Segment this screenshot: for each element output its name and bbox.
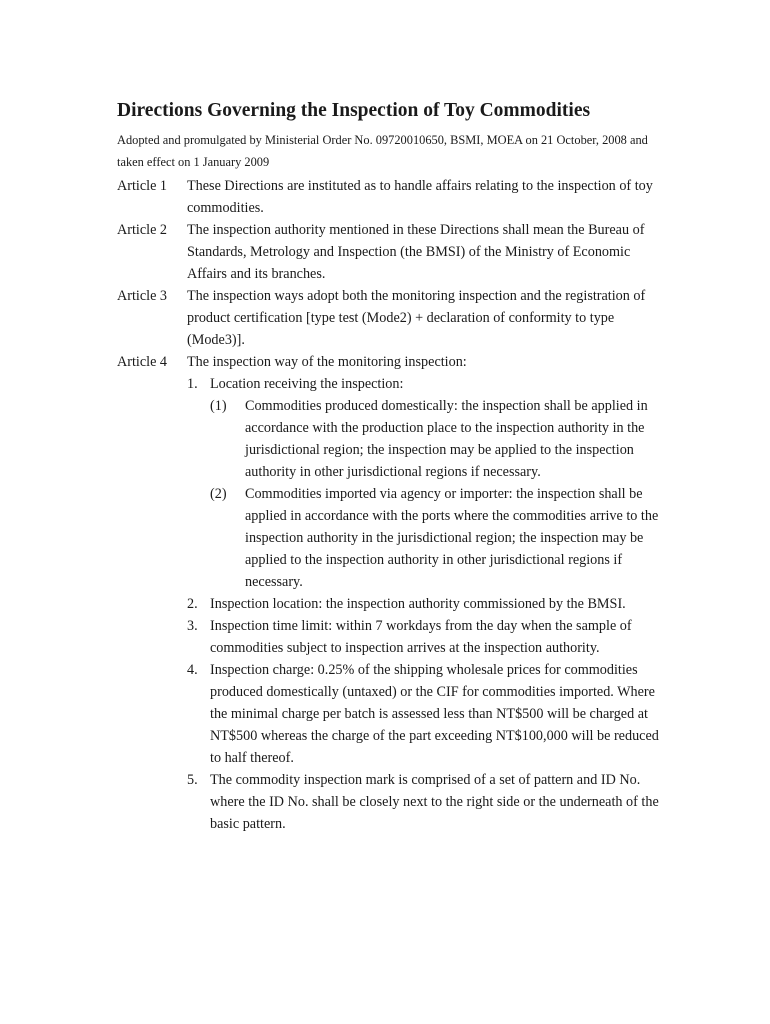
item-number: 5. (187, 772, 198, 788)
item-text: Inspection time limit: within 7 workdays from the day when the sample of commodities subject to inspection arrives at the inspection authority. (210, 618, 632, 656)
list-item (187, 615, 662, 659)
articles-list (117, 175, 662, 835)
item-number: 1. (187, 376, 198, 392)
article-text: The inspection way of the monitoring inspection: (187, 354, 467, 370)
article-label: Article 1 (117, 178, 168, 194)
sub-item-text: Commodities produced domestically: the inspection shall be applied in accordance with the production place to the inspection authority in the jurisdictional region; the inspection may be applied to the inspection authority in other jurisdictional regions if necessary. (245, 398, 648, 480)
sub-item (210, 483, 662, 593)
article-label: Article 3 (117, 288, 168, 304)
item-text: Inspection location: the inspection authority commissioned by the BMSI. (210, 596, 626, 612)
item-text: The commodity inspection mark is comprised of a set of pattern and ID No. where the ID No. shall be closely next to the right side or the underneath of the basic pattern. (210, 772, 659, 832)
list-item (187, 769, 662, 835)
article-2 (117, 219, 662, 285)
adoption-note: Adopted and promulgated by Ministerial Order No. 09720010650, BSMI, MOEA on 21 October, 2008 and taken effect on 1 January 2009 (117, 133, 648, 169)
list-item (187, 593, 662, 615)
article-text: The inspection ways adopt both the monitoring inspection and the registration of product certification [type test (Mode2) + declaration of conformity to type (Mode3)]. (187, 288, 646, 348)
article-1 (117, 175, 662, 219)
list-item (187, 659, 662, 769)
article-label: Article 2 (117, 222, 168, 238)
item-number: 2. (187, 596, 198, 612)
item-text: Inspection charge: 0.25% of the shipping wholesale prices for commodities produced domestically (untaxed) or the CIF for commodities imported. Where the minimal charge per batch is assessed less than NT$500 will be charged at NT$500 whereas the charge of the part exceeding NT$100,000 will be reduced to half thereof. (210, 662, 659, 766)
sub-item-number: (2) (210, 486, 227, 502)
article-3 (117, 285, 662, 351)
item-number: 3. (187, 618, 198, 634)
item-number: 4. (187, 662, 198, 678)
article-label: Article 4 (117, 354, 168, 370)
item-text: Location receiving the inspection: (210, 376, 404, 392)
document-title: Directions Governing the Inspection of Toy Commodities (117, 100, 591, 121)
sub-item (210, 395, 662, 483)
article-4 (117, 351, 662, 835)
sub-item-text: Commodities imported via agency or importer: the inspection shall be applied in accordance with the ports where the commodities arrive to the inspection authority in the jurisdictional region; the inspection may be applied to the inspection authority in other jurisdictional regions if necessary. (245, 486, 659, 590)
list-item (187, 373, 662, 593)
sub-item-number: (1) (210, 398, 227, 414)
article-text: These Directions are instituted as to handle affairs relating to the inspection of toy commodities. (187, 178, 653, 216)
article-text: The inspection authority mentioned in these Directions shall mean the Bureau of Standards, Metrology and Inspection (the BMSI) of the Ministry of Economic Affairs and its branches. (187, 222, 645, 282)
